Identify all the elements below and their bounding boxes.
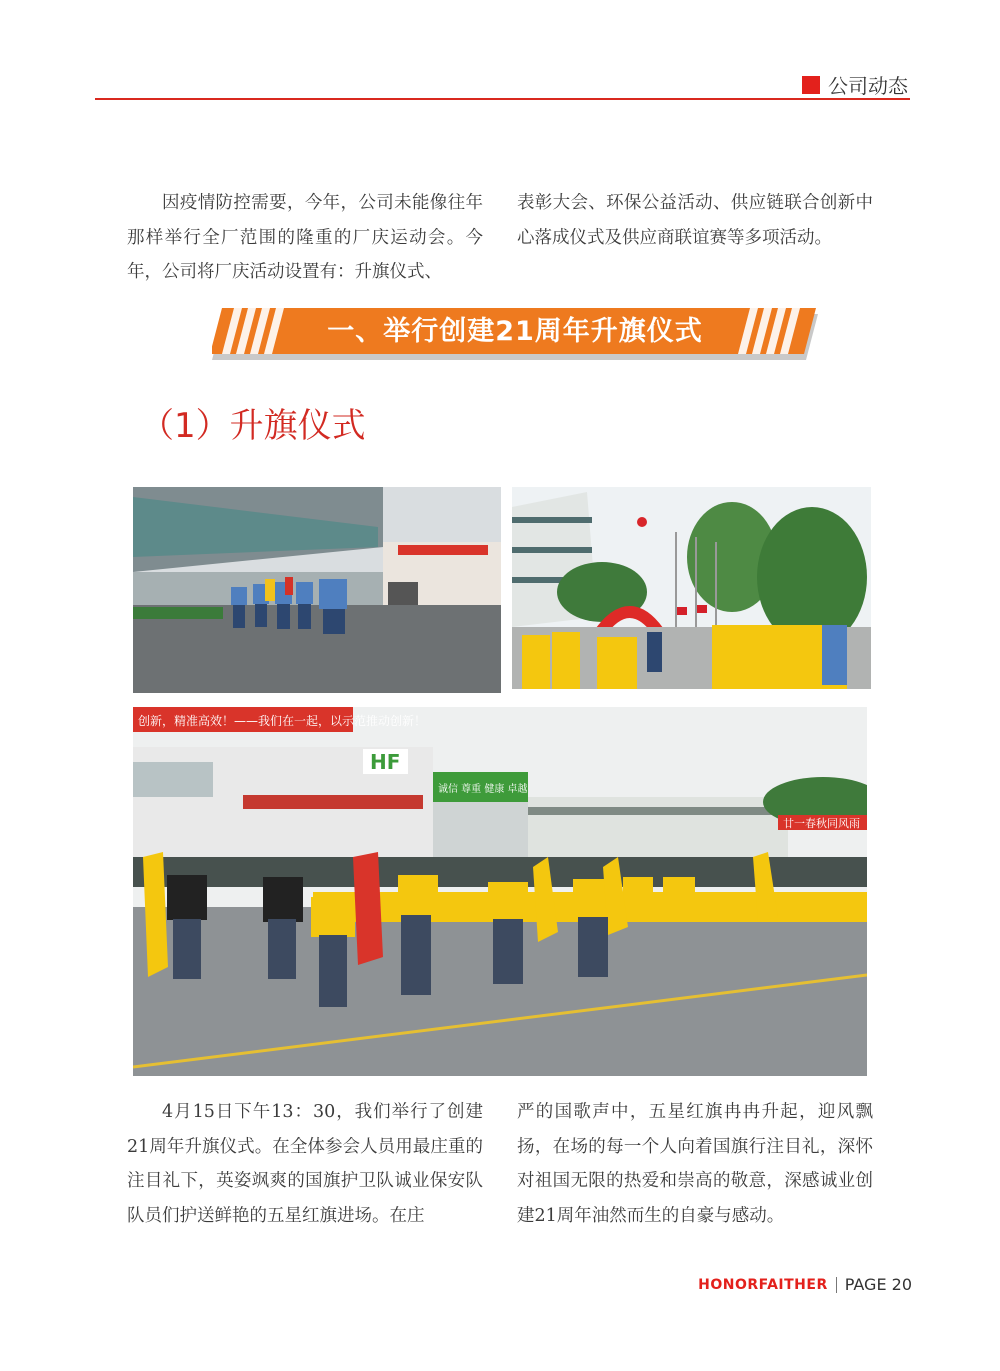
page-number: PAGE 20 xyxy=(844,1275,912,1294)
footer-divider xyxy=(836,1277,837,1293)
page-footer xyxy=(698,1275,912,1294)
values-sign: 诚信 尊重 健康 卓越 xyxy=(438,784,528,795)
intro-paragraph-right: 表彰大会、环保公益活动、供应链联合创新中心落成仪式及供应商联谊赛等多项活动。 xyxy=(517,193,873,248)
brand-name: HONORFAITHER xyxy=(698,1276,828,1293)
body-paragraph-left: 4月15日下午13：30，我们举行了创建21周年升旗仪式。在全体参会人员用最庄重的注目礼下，英姿飒爽的国旗护卫队诚业保安队队员们护送鲜艳的五星红旗进场。在庄 xyxy=(127,1102,483,1226)
intro-paragraph-left: 因疫情防控需要，今年，公司未能像往年那样举行全厂范围的隆重的厂庆运动会。今年，公司将厂庆活动设置有：升旗仪式、 xyxy=(127,193,483,282)
photo-assembly xyxy=(133,707,867,1076)
anniversary-banner: 廿一春秋同风雨 xyxy=(783,817,860,830)
body-paragraph-right: 严的国歌声中，五星红旗冉冉升起，迎风飘扬，在场的每一个人向着国旗行注目礼，深怀对祖国无限的热爱和崇高的敬意，深感诚业创建21周年油然而生的自豪与感动。 xyxy=(517,1102,873,1226)
section-banner xyxy=(212,308,818,360)
photo-flag-raising xyxy=(512,487,871,689)
banner-title: 一、举行创建21周年升旗仪式 xyxy=(327,316,703,347)
photo-honor-guard xyxy=(133,487,501,693)
slogan-banner: 创新，精准高效！——我们在一起，以示范推动创新！ xyxy=(138,714,427,728)
section-marker-icon xyxy=(802,76,820,94)
section-title: 公司动态 xyxy=(828,74,908,98)
company-logo: HF xyxy=(370,750,401,774)
subheading: （1）升旗仪式 xyxy=(140,406,366,446)
section-tag xyxy=(802,70,908,99)
header-rule xyxy=(95,98,910,100)
